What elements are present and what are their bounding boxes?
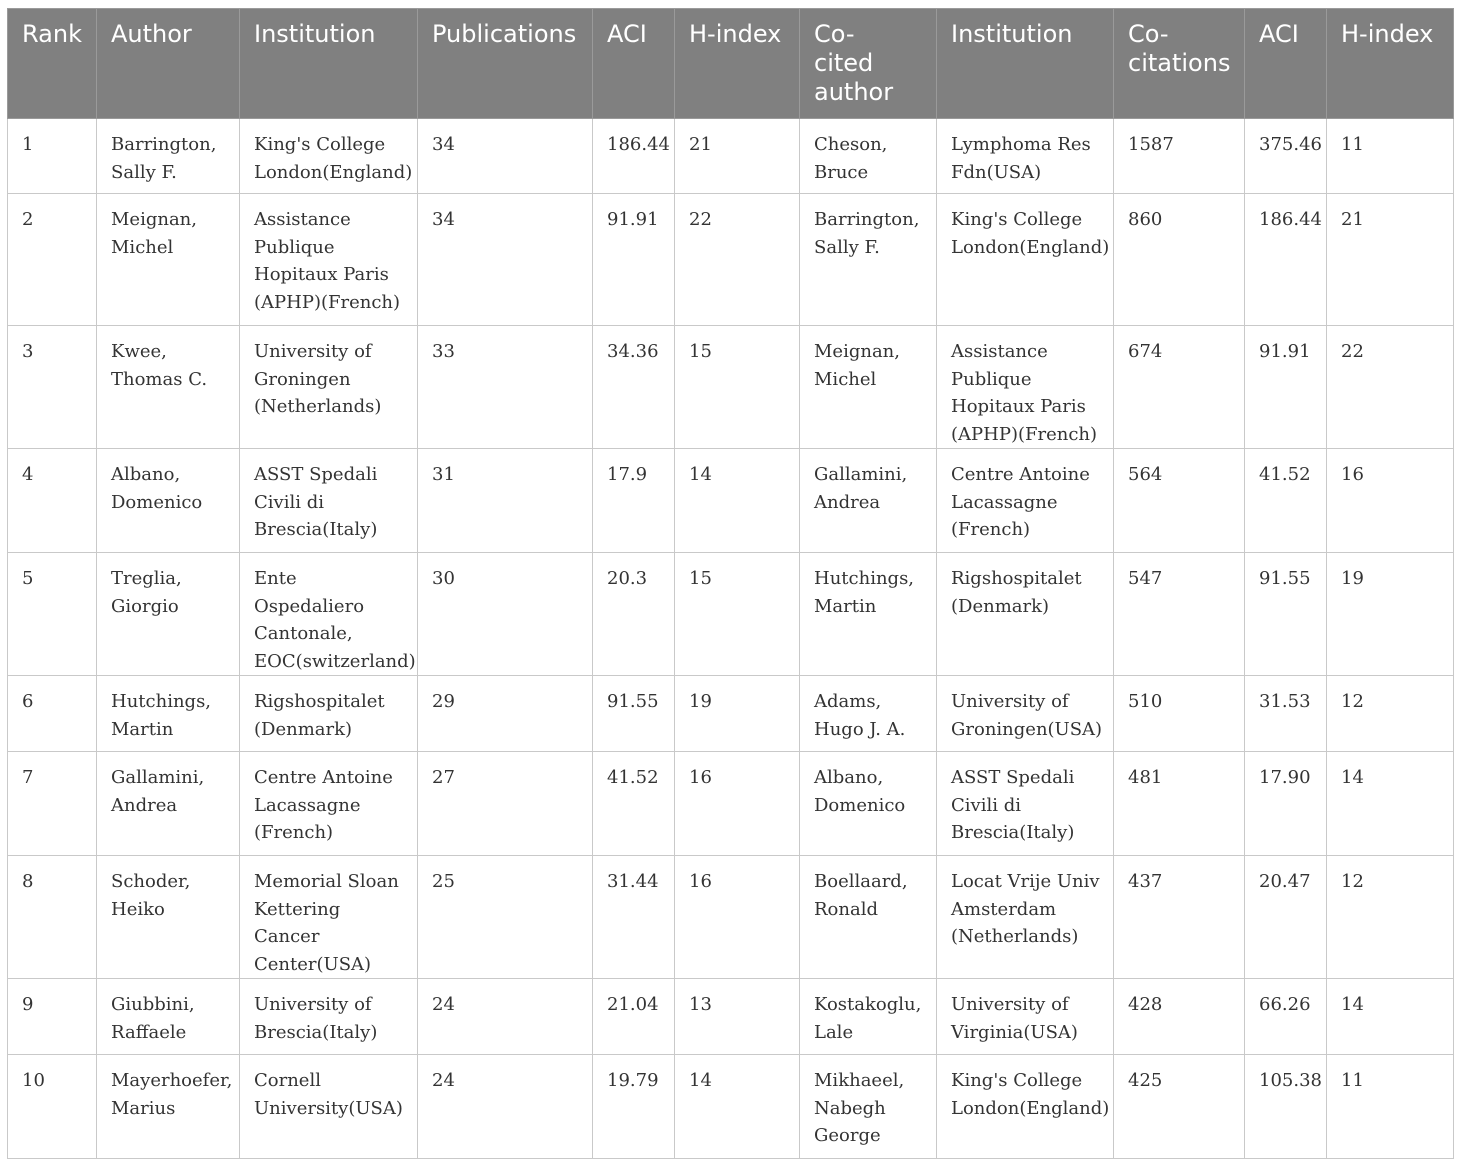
- cell-co-citations: 860: [1114, 194, 1245, 326]
- cell-rank: 10: [8, 1055, 97, 1159]
- cell-co-cited-aci: 186.44: [1245, 194, 1327, 326]
- cell-author: Albano, Domenico: [97, 449, 240, 553]
- header-co-citations: Co-citations: [1114, 9, 1245, 119]
- cell-rank: 3: [8, 326, 97, 449]
- cell-co-cited-author: Adams, Hugo J. A.: [800, 676, 937, 752]
- cell-author: Barrington, Sally F.: [97, 119, 240, 194]
- cell-rank: 2: [8, 194, 97, 326]
- table-row: [8, 856, 1454, 979]
- cell-co-cited-institution: University of Virginia(USA): [937, 979, 1114, 1055]
- cell-author: Gallamini, Andrea: [97, 752, 240, 856]
- cell-co-citations: 547: [1114, 553, 1245, 676]
- cell-h-index: 19: [675, 676, 800, 752]
- cell-co-cited-institution: University of Groningen(USA): [937, 676, 1114, 752]
- cell-co-cited-h-index: 22: [1327, 326, 1454, 449]
- header-aci: ACI: [593, 9, 675, 119]
- cell-publications: 24: [418, 1055, 593, 1159]
- cell-h-index: 22: [675, 194, 800, 326]
- cell-rank: 9: [8, 979, 97, 1055]
- cell-co-citations: 428: [1114, 979, 1245, 1055]
- cell-publications: 27: [418, 752, 593, 856]
- cell-co-cited-h-index: 16: [1327, 449, 1454, 553]
- cell-co-citations: 510: [1114, 676, 1245, 752]
- cell-co-cited-institution: King's College London(England): [937, 194, 1114, 326]
- cell-author: Giubbini, Raffaele: [97, 979, 240, 1055]
- table-row: [8, 979, 1454, 1055]
- table-row: [8, 449, 1454, 553]
- cell-institution: Ente Ospedaliero Cantonale, EOC(switzerland): [240, 553, 418, 676]
- cell-co-cited-aci: 41.52: [1245, 449, 1327, 553]
- cell-author: Meignan, Michel: [97, 194, 240, 326]
- cell-author: Treglia, Giorgio: [97, 553, 240, 676]
- cell-co-cited-h-index: 14: [1327, 752, 1454, 856]
- cell-institution: ASST Spedali Civili di Brescia(Italy): [240, 449, 418, 553]
- cell-aci: 91.91: [593, 194, 675, 326]
- cell-co-cited-institution: ASST Spedali Civili di Brescia(Italy): [937, 752, 1114, 856]
- cell-h-index: 14: [675, 1055, 800, 1159]
- cell-co-cited-aci: 91.55: [1245, 553, 1327, 676]
- cell-co-citations: 674: [1114, 326, 1245, 449]
- cell-aci: 41.52: [593, 752, 675, 856]
- header-co-cited-author: Co-cited author: [800, 9, 937, 119]
- header-co-cited-aci: ACI: [1245, 9, 1327, 119]
- cell-publications: 30: [418, 553, 593, 676]
- cell-co-cited-institution: Centre Antoine Lacassagne (French): [937, 449, 1114, 553]
- cell-co-cited-aci: 105.38: [1245, 1055, 1327, 1159]
- header-rank: Rank: [8, 9, 97, 119]
- table-row: [8, 194, 1454, 326]
- cell-co-cited-author: Kostakoglu, Lale: [800, 979, 937, 1055]
- cell-co-cited-author: Boellaard, Ronald: [800, 856, 937, 979]
- cell-co-cited-author: Mikhaeel, Nabegh George: [800, 1055, 937, 1159]
- table-row: [8, 326, 1454, 449]
- cell-co-cited-aci: 66.26: [1245, 979, 1327, 1055]
- cell-h-index: 16: [675, 752, 800, 856]
- cell-co-cited-aci: 17.90: [1245, 752, 1327, 856]
- cell-publications: 25: [418, 856, 593, 979]
- cell-aci: 19.79: [593, 1055, 675, 1159]
- cell-institution: Assistance Publique Hopitaux Paris (APHP)(French): [240, 194, 418, 326]
- header-publications: Publications: [418, 9, 593, 119]
- cell-institution: University of Groningen (Netherlands): [240, 326, 418, 449]
- cell-co-cited-h-index: 11: [1327, 119, 1454, 194]
- cell-co-cited-aci: 375.46: [1245, 119, 1327, 194]
- header-co-cited-institution: Institution: [937, 9, 1114, 119]
- cell-co-cited-h-index: 12: [1327, 856, 1454, 979]
- cell-publications: 31: [418, 449, 593, 553]
- cell-rank: 8: [8, 856, 97, 979]
- cell-h-index: 15: [675, 326, 800, 449]
- header-institution: Institution: [240, 9, 418, 119]
- cell-co-cited-author: Cheson, Bruce: [800, 119, 937, 194]
- cell-co-cited-aci: 91.91: [1245, 326, 1327, 449]
- table-row: [8, 752, 1454, 856]
- cell-aci: 21.04: [593, 979, 675, 1055]
- cell-h-index: 21: [675, 119, 800, 194]
- cell-co-cited-h-index: 14: [1327, 979, 1454, 1055]
- cell-co-citations: 437: [1114, 856, 1245, 979]
- cell-h-index: 14: [675, 449, 800, 553]
- cell-institution: University of Brescia(Italy): [240, 979, 418, 1055]
- cell-aci: 20.3: [593, 553, 675, 676]
- cell-author: Mayerhoefer, Marius: [97, 1055, 240, 1159]
- cell-rank: 5: [8, 553, 97, 676]
- cell-aci: 17.9: [593, 449, 675, 553]
- cell-co-cited-h-index: 11: [1327, 1055, 1454, 1159]
- cell-co-citations: 1587: [1114, 119, 1245, 194]
- cell-co-citations: 481: [1114, 752, 1245, 856]
- cell-co-cited-institution: Lymphoma Res Fdn(USA): [937, 119, 1114, 194]
- header-h-index: H-index: [675, 9, 800, 119]
- cell-co-cited-aci: 31.53: [1245, 676, 1327, 752]
- cell-co-cited-h-index: 19: [1327, 553, 1454, 676]
- cell-h-index: 13: [675, 979, 800, 1055]
- cell-rank: 1: [8, 119, 97, 194]
- cell-publications: 24: [418, 979, 593, 1055]
- cell-h-index: 15: [675, 553, 800, 676]
- cell-rank: 6: [8, 676, 97, 752]
- cell-institution: King's College London(England): [240, 119, 418, 194]
- cell-co-cited-author: Gallamini, Andrea: [800, 449, 937, 553]
- cell-publications: 34: [418, 194, 593, 326]
- cell-co-cited-h-index: 21: [1327, 194, 1454, 326]
- cell-co-cited-author: Hutchings, Martin: [800, 553, 937, 676]
- cell-publications: 29: [418, 676, 593, 752]
- cell-aci: 91.55: [593, 676, 675, 752]
- cell-author: Hutchings, Martin: [97, 676, 240, 752]
- cell-co-cited-author: Meignan, Michel: [800, 326, 937, 449]
- cell-co-cited-aci: 20.47: [1245, 856, 1327, 979]
- cell-rank: 4: [8, 449, 97, 553]
- cell-publications: 33: [418, 326, 593, 449]
- cell-co-cited-author: Barrington, Sally F.: [800, 194, 937, 326]
- cell-author: Kwee, Thomas C.: [97, 326, 240, 449]
- cell-institution: Rigshospitalet (Denmark): [240, 676, 418, 752]
- header-row: [8, 9, 1454, 119]
- header-author: Author: [97, 9, 240, 119]
- cell-h-index: 16: [675, 856, 800, 979]
- cell-co-cited-institution: Rigshospitalet (Denmark): [937, 553, 1114, 676]
- cell-co-citations: 564: [1114, 449, 1245, 553]
- cell-author: Schoder, Heiko: [97, 856, 240, 979]
- cell-institution: Cornell University(USA): [240, 1055, 418, 1159]
- author-ranking-table: [7, 8, 1454, 1159]
- cell-aci: 34.36: [593, 326, 675, 449]
- table-row: [8, 553, 1454, 676]
- cell-co-cited-institution: Locat Vrije Univ Amsterdam (Netherlands): [937, 856, 1114, 979]
- table-row: [8, 1055, 1454, 1159]
- cell-co-cited-institution: King's College London(England): [937, 1055, 1114, 1159]
- header-co-cited-h-index: H-index: [1327, 9, 1454, 119]
- table-row: [8, 676, 1454, 752]
- cell-institution: Centre Antoine Lacassagne (French): [240, 752, 418, 856]
- cell-co-cited-institution: Assistance Publique Hopitaux Paris (APHP)(French): [937, 326, 1114, 449]
- cell-institution: Memorial Sloan Kettering Cancer Center(USA): [240, 856, 418, 979]
- cell-publications: 34: [418, 119, 593, 194]
- cell-co-citations: 425: [1114, 1055, 1245, 1159]
- table-row: [8, 119, 1454, 194]
- cell-co-cited-h-index: 12: [1327, 676, 1454, 752]
- cell-rank: 7: [8, 752, 97, 856]
- cell-co-cited-author: Albano, Domenico: [800, 752, 937, 856]
- cell-aci: 31.44: [593, 856, 675, 979]
- cell-aci: 186.44: [593, 119, 675, 194]
